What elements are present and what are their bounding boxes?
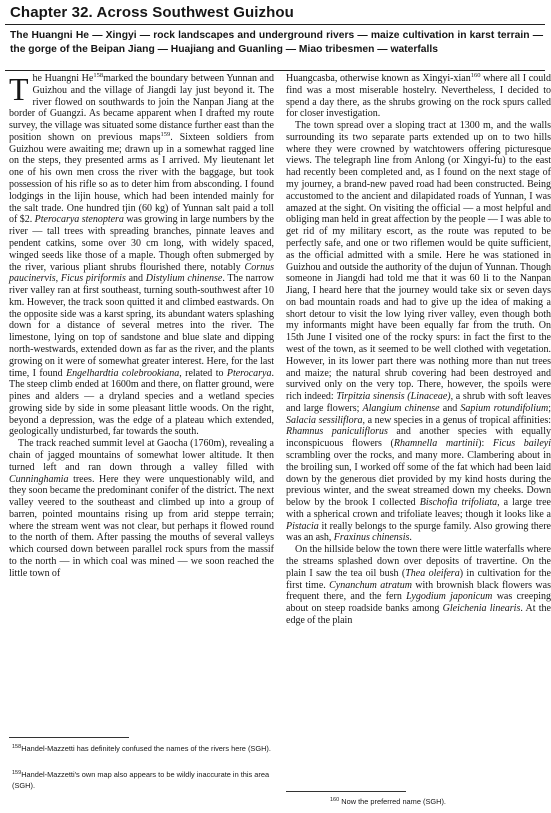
species-name: Ficus baileyi [492,438,551,450]
species-name: Pterocarya [226,367,272,379]
text-run: was growing in large numbers by the river — tall trees with spreading branches, pinnate leaves and pendent catkins, some over 30 cm long, with widely spaced, winged seeds like those of a maple. Though often submerged by the river, various pliant shrubs flourished there, notably [9,214,274,273]
footnote-number: 158 [12,744,22,750]
species-name: Lygodium japonicum [406,591,493,603]
species-name: Engelhardtia colebrookiana [66,367,180,379]
text-run: , a new species in a genus of tropical affinities: [362,414,551,426]
species-name: Cynanchum atratum [329,579,412,591]
left-paragraph-1 [9,73,274,438]
footnote-ref-159[interactable]: 159 [160,130,171,138]
footnote-text: Handel-Mazzetti's own map also appears to be wildly inaccurate in this area (SGH). [12,770,270,790]
species-name: Bischofia trifoliata [419,497,498,509]
footnote-number: 160 [330,797,340,803]
text-run: and [439,402,461,414]
text-run: , a shrub with soft leaves and large flowers; [286,391,551,414]
footnote-number: 159 [12,770,22,776]
right-paragraph-3 [286,544,551,626]
species-name: Cornus paucinervis [9,261,274,285]
species-name: Tirpitzia sinensis (Linaceae) [336,391,451,403]
chapter-title: Chapter 32. Across Southwest Guizhou [10,4,294,21]
text-run: On the hillside below the town there were little waterfalls where the streams splashed down over deposits of travertine. On the plain I saw the tea oil bush ( [286,544,551,579]
text-run: ): [478,438,493,450]
text-run: The town spread over a sloping tract at 1300 m, and the walls surrounding its two separate parts extended up on to two hills where they were crowned by watchtowers offering picturesque views. The telegraph line from Anlong (or Xingyi-fu) to the east had recently been completed and, as I found on the next stage of my journey, a brand-new paved road had been constructed. Being accustomed to the ancient and dilapidated roads of Yunnan, I was amazed at the sight. On visiting the official — a most helpful and obliging man held in great affection by the people — I was able to get rid of my military escort, as the route was reputed to be perfectly safe, and one or two riflemen would be quite sufficient, as the official admitted with a smile. Here he was stationed in Guizhou and outside the authority of the dujun of Yunnan. Though someone in Jiangdi had told me that it was 60 li to the Nanpan Jiang, I heard here that the journey would take six or seven days on bad mountain roads and had to give up the idea of making a short detour to visit the low lying river valley, even though both my informants might have been equally far from the truth. On 15th June I visited one of the rocky spurs: in fact the first to the west of the town, as it seemed to be well clothed with vegetation. However, in its lower part there was nothing more than nut trees and maize; the natural shrub covering had been destroyed and survived only on the very top. There, however, the spoils were rich indeed: [286,120,551,403]
species-name: Pterocarya stenoptera [34,214,124,226]
footnote-160 [330,797,540,808]
species-name: Rhamnus paniculiflorus [286,426,388,438]
right-column [286,73,551,627]
footnote-divider [9,737,129,738]
header-rule-top [5,24,545,25]
footnote-158 [12,744,277,755]
text-run: , [55,273,61,285]
species-name: Fraxinus chinensis [333,532,410,544]
species-name: Ficus piriformis [60,273,126,285]
text-run: . The steep climb ended at 1600m and there, on flatter ground, were pines and alders — a dryland species and a wetland species growing side by side in some pleasant little woods. On the right, beyond a depression, was the edge of a plateau which extended, geologically undisturbed, far towards the south. [9,367,274,438]
footnote-159 [12,770,277,791]
text-run: it really belongs to the spurge family. Also growing there was an ash, [286,520,551,544]
left-column [9,73,274,580]
species-name: Salacia sessiliflora [286,414,363,426]
text-run: ) in cultivation for the first time. [286,567,551,591]
text-run: . [409,532,412,544]
footnote-ref-160[interactable]: 160 [470,72,481,79]
text-run: The track reached summit level at Gaocha (1760m), revealing a chain of jagged mountains of somewhat lower altitude. It then turned left and ran down through a valley filled with [9,438,274,473]
drop-cap: T [9,71,29,107]
text-run: ; [548,402,551,414]
species-name: Rhamnella martinii [393,438,479,450]
species-name: Sapium rotundifolium [460,402,549,414]
species-name: Pistacia [286,520,319,532]
right-paragraph-2 [286,120,551,544]
species-name: Gleichenia linearis [442,603,521,615]
text-run: with brownish black flowers was frequent there, and the fern [286,579,551,603]
text-run: and another species with equally inconspicuous flowers ( [286,426,551,450]
text-run: where all I could find was a most miserable hostelry. Nevertheless, I decided to spend a day there, as the shrubs growing on the rock spurs called for closer investigation. [286,73,551,120]
left-paragraph-2 [9,438,274,579]
footnote-text: Now the preferred name (SGH). [339,797,446,806]
footnote-text: Handel-Mazzetti has definitely confused the names of the rivers here (SGH). [21,744,271,753]
text-run: was creeping about on steep roadside banks among [286,591,551,615]
right-paragraph-1 [286,73,551,120]
species-name: Cunninghamia [9,473,69,485]
species-name: Thea oleifera [405,567,460,579]
text-run: he Huangni He [32,73,94,84]
text-run: . Sixteen soldiers from Guizhou were awaiting me; drawn up in a somewhat ragged line on the steps, they presented arms as I arrived. My lieutenant let one of his own men cross the river with the baggage, but took possession of his rifle so as to deter him from absconding. I found lodgings in the lijin house, which had been intended mainly for the salt trade. One hundred tjin (60 kg) of Yunnan salt paid a toll of $2. [9,131,274,226]
text-run: Huangcasba, otherwise known as Xingyi-xian [286,73,471,84]
species-name: Distylium chinense [145,273,223,285]
footnote-divider [286,791,406,792]
text-run: . The narrow river valley ran at first southeast, turning south-southwest after 10 km. However, the track soon quitted it and climbed eastwards. On the opposite side was a karst spring, its abundant waters splashing down for a distance of several metres into the river. The limestone, lying on top of sandstone and blue slate and dipping north-westwards, extended down as far as the river, and the plants growing on it were of somewhat greater interest. Here, for the last time, I found [9,273,274,379]
text-run: . At the edge of the plain [286,603,551,626]
text-run: marked the boundary between Yunnan and Guizhou and the village of Jiangdi lay just beyond it. The river flowed on southwards to join the Nanpan Jiang at the border of Guangzi. As became apparent when I drafted my route survey, the village was situated some distance further east than the position shown on previous maps [9,73,275,143]
text-run: trees. Here they were unquestionably wild, and they soon became the predominant conifer of the district. The next valley veered to the southeast and climbed up into a group of barren, pointed mountains rising up from arid steppe terrain; where the stream went was not clear, but perhaps it flowed round to the north of them. After passing the mouths of several valleys which coursed down between parallel rock spurs from the massif to the north — in which coal was mined — we soon reached the little town of [9,473,274,579]
footnote-ref-158[interactable]: 158 [93,72,104,79]
text-run: , related to [179,367,227,379]
text-run: scrambling over the rocks, and many more. Clambering about in the broiling sun, I worked off some of the fat which had been laid down by the generous diet provided by my kind hosts during the previous winter, and the sweat streamed down my cheeks. Down below by the brook I collected [286,450,551,509]
header-rule-bottom [5,70,545,71]
species-name: Alangium chinense [362,402,440,414]
text-run: , a large tree with a spherical crown and trifoliate leaves; though it looks like a [286,497,551,520]
chapter-summary: The Huangni He — Xingyi — rock landscapes and underground rivers — maize cultivation in karst terrain — the gorge of the Beipan Jiang — Huajiang and Guanling — Miao tribesmen — waterfalls [10,30,543,55]
text-run: and [125,273,146,285]
